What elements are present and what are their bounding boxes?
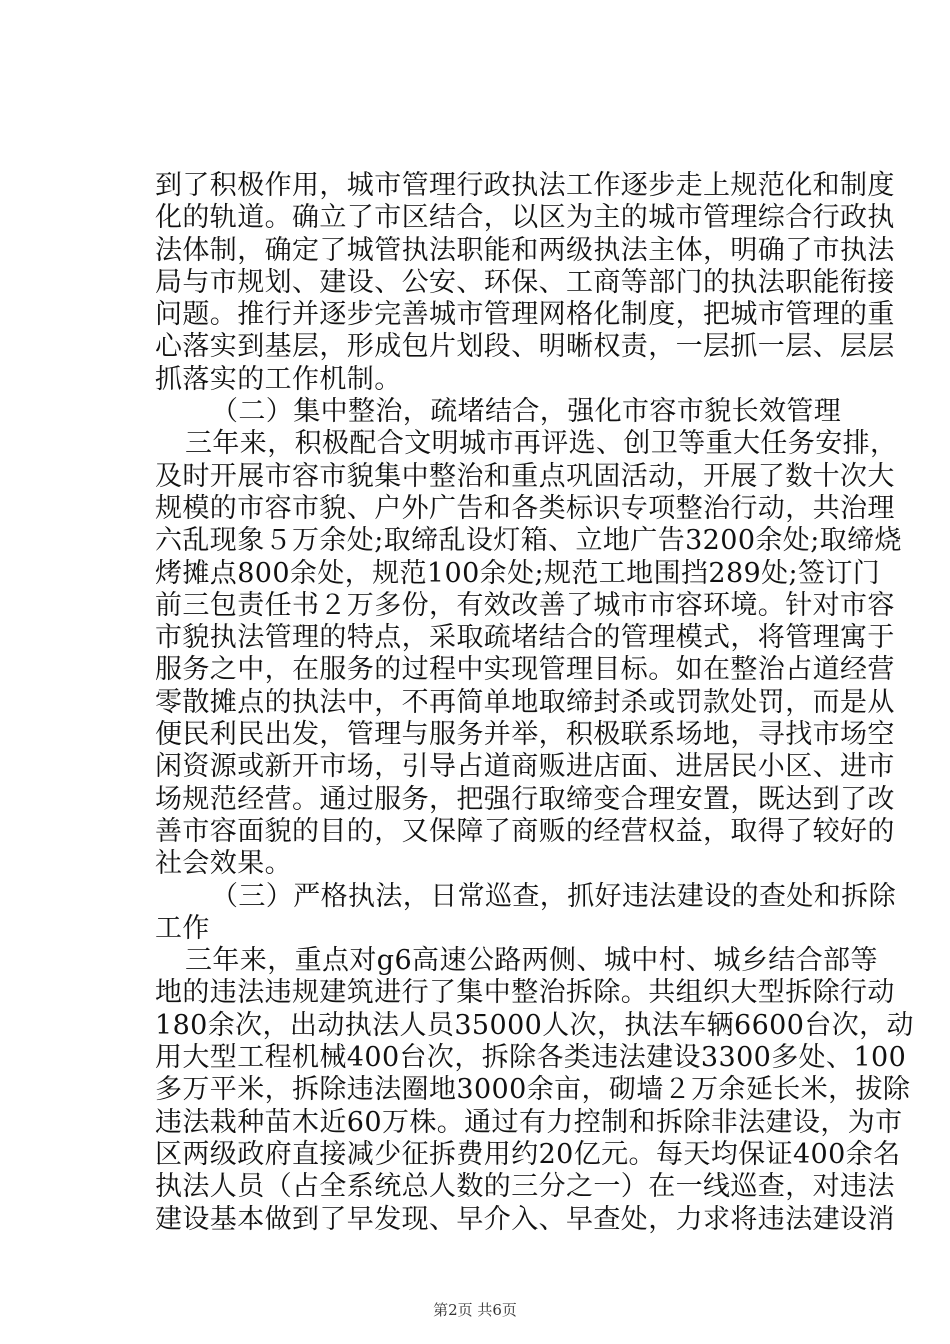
text-line: 三年来，积极配合文明城市再评选、创卫等重大任务安排， [185, 428, 898, 460]
text-line: 市貌执法管理的特点，采取疏堵结合的管理模式，将管理寓于 [155, 622, 895, 654]
text-line: 零散摊点的执法中，不再简单地取缔封杀或罚款处罚，而是从 [155, 686, 895, 718]
text-line: 及时开展市容市貌集中整治和重点巩固活动，开展了数十次大 [155, 460, 895, 492]
text-line: 六乱现象５万余处;取缔乱设灯箱、立地广告3200余处;取缔烧 [155, 525, 902, 557]
text-line: 用大型工程机械400台次，拆除各类违法建设3300多处、100 [155, 1042, 907, 1074]
text-line: 三年来，重点对g6高速公路两侧、城中村、城乡结合部等 [185, 945, 878, 977]
text-line: 问题。推行并逐步完善城市管理网格化制度，把城市管理的重 [155, 299, 895, 331]
text-line: 场规范经营。通过服务，把强行取缔变合理安置，既达到了改 [155, 783, 895, 815]
text-line: 抓落实的工作机制。 [155, 363, 402, 395]
text-line: 地的违法违规建筑进行了集中整治拆除。共组织大型拆除行动 [155, 977, 895, 1009]
text-line: 心落实到基层，形成包片划段、明晰权责，一层抓一层、层层 [155, 331, 895, 363]
text-line: 180余次，出动执法人员35000人次，执法车辆6600台次，动 [155, 1009, 914, 1041]
section-heading-3-continued: 工作 [155, 912, 210, 944]
text-line: 化的轨道。确立了市区结合，以区为主的城市管理综合行政执 [155, 202, 895, 234]
text-line: 局与市规划、建设、公安、环保、工商等部门的执法职能衔接 [155, 266, 895, 298]
text-line: 执法人员（占全系统总人数的三分之一）在一线巡查，对违法 [155, 1171, 895, 1203]
section-heading-3: （三）严格执法，日常巡查，抓好违法建设的查处和拆除 [211, 880, 896, 912]
text-line: 服务之中，在服务的过程中实现管理目标。如在整治占道经营 [155, 654, 895, 686]
text-line: 社会效果。 [155, 848, 292, 880]
text-line: 善市容面貌的目的，又保障了商贩的经营权益，取得了较好的 [155, 815, 895, 847]
text-line: 多万平米，拆除违法圈地3000余亩，砌墙２万余延长米，拔除 [155, 1074, 911, 1106]
body-text [155, 170, 914, 1236]
text-line: 便民利民出发，管理与服务并举，积极联系场地，寻找市场空 [155, 719, 895, 751]
text-line: 烤摊点800余处，规范100余处;规范工地围挡289处;签订门 [155, 557, 881, 589]
text-line: 违法栽种苗木近60万株。通过有力控制和拆除非法建设，为市 [155, 1106, 903, 1138]
text-line: 规模的市容市貌、户外广告和各类标识专项整治行动，共治理 [155, 492, 895, 524]
text-line: 建设基本做到了早发现、早介入、早查处，力求将违法建设消 [155, 1203, 895, 1235]
text-line: 区两级政府直接减少征拆费用约20亿元。每天均保证400余名 [155, 1138, 901, 1170]
page-number: 第2页 共6页 [433, 1301, 517, 1319]
section-heading-2: （二）集中整治，疏堵结合，强化市容市貌长效管理 [211, 396, 842, 428]
text-line: 到了积极作用，城市管理行政执法工作逐步走上规范化和制度 [155, 170, 895, 201]
text-line: 前三包责任书２万多份，有效改善了城市市容环境。针对市容 [155, 589, 895, 621]
page-footer [0, 1300, 950, 1320]
text-line: 闲资源或新开市场，引导占道商贩进店面、进居民小区、进市 [155, 751, 895, 783]
text-line: 法体制，确定了城管执法职能和两级执法主体，明确了市执法 [155, 234, 895, 266]
